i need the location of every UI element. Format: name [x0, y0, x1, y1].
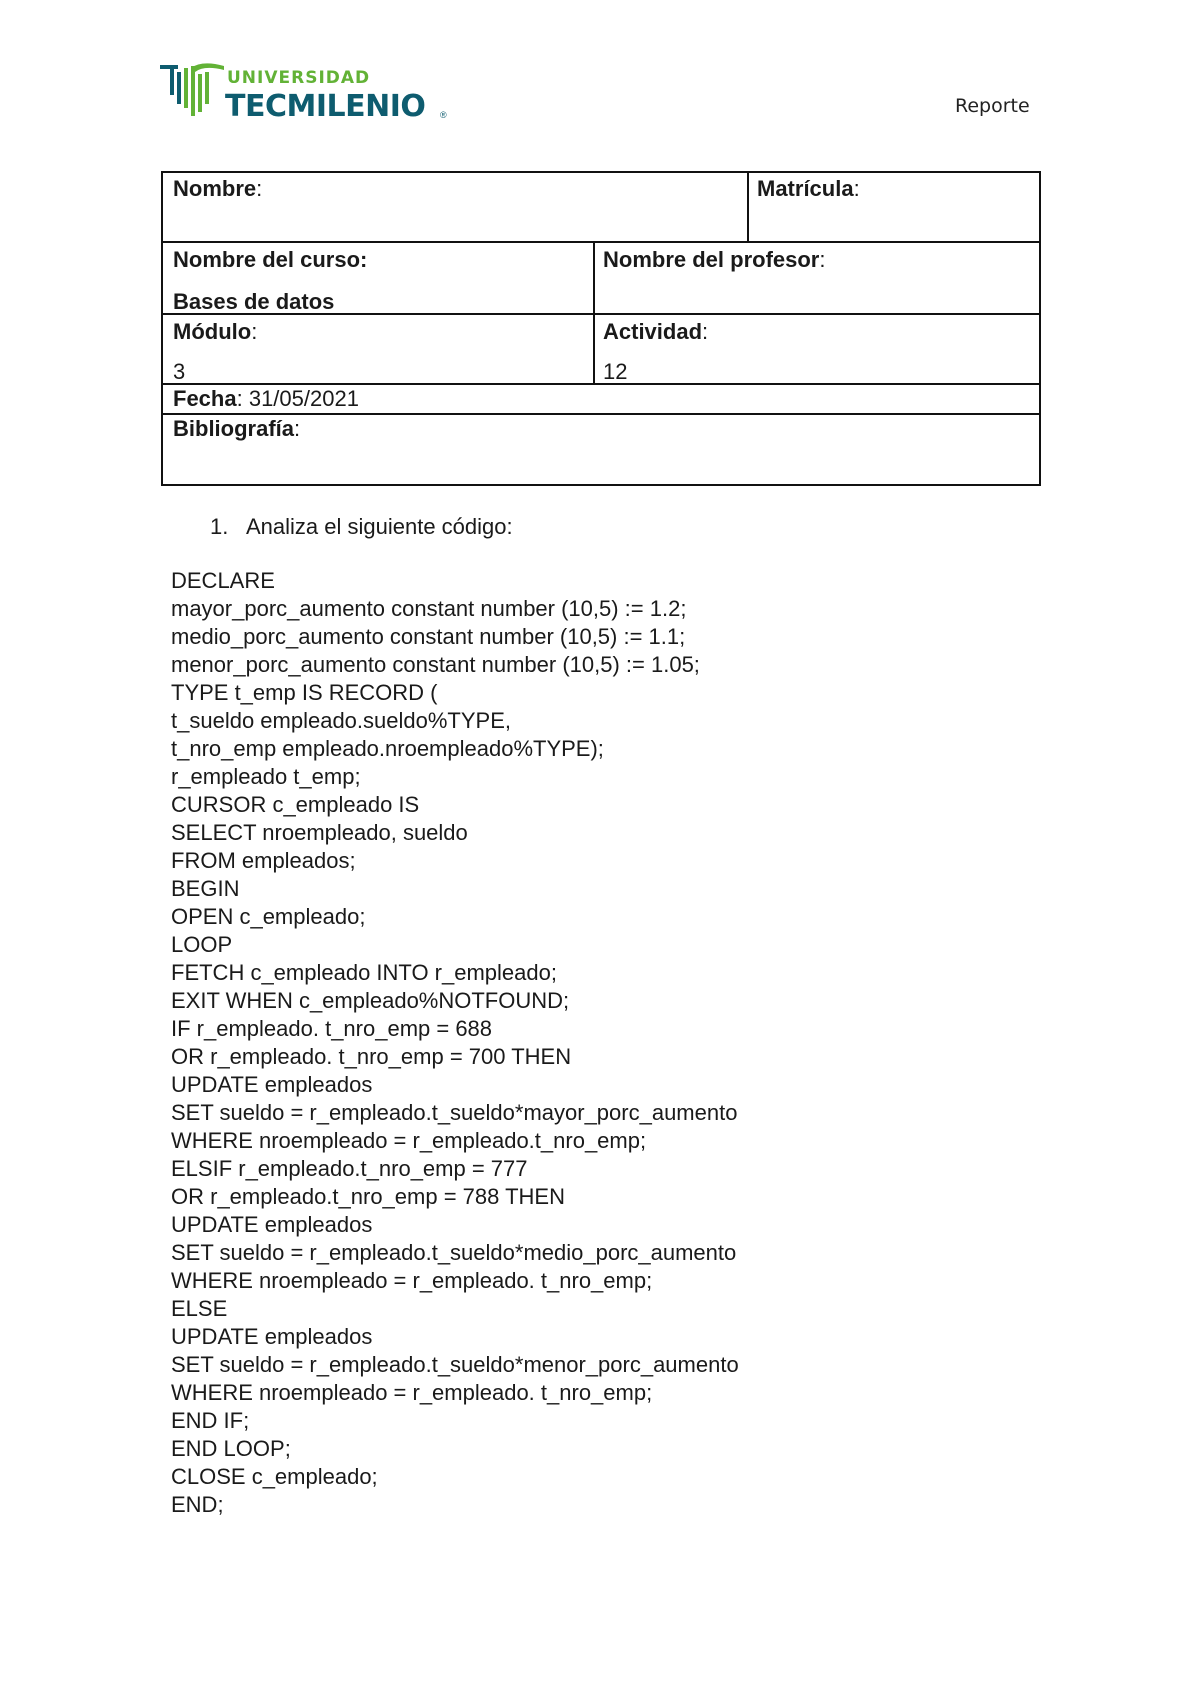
code-line: END LOOP;	[171, 1436, 291, 1461]
fecha-label: Fecha	[173, 386, 237, 411]
code-line: OR r_empleado. t_nro_emp = 700 THEN	[171, 1044, 572, 1069]
code-line: medio_porc_aumento constant number (10,5) := 1.1;	[171, 624, 686, 649]
code-line: FETCH c_empleado INTO r_empleado;	[171, 960, 557, 985]
student-info-table	[161, 171, 1041, 486]
code-line: WHERE nroempleado = r_empleado.t_nro_emp;	[171, 1128, 647, 1153]
code-line: SET sueldo = r_empleado.t_sueldo*mayor_porc_aumento	[171, 1100, 738, 1125]
code-line: LOOP	[171, 932, 233, 957]
nombre-label: Nombre	[173, 176, 257, 201]
table-divider	[163, 413, 1039, 415]
plsql-code-block	[171, 567, 1031, 1519]
code-line: IF r_empleado. t_nro_emp = 688	[171, 1016, 493, 1041]
label-colon: :	[236, 386, 249, 411]
nombre-field	[173, 176, 262, 202]
code-line: END;	[171, 1492, 224, 1517]
question-item	[210, 514, 513, 540]
curso-value: Bases de datos	[173, 289, 335, 314]
code-line: t_sueldo empleado.sueldo%TYPE,	[171, 708, 511, 733]
code-line: WHERE nroempleado = r_empleado. t_nro_emp;	[171, 1268, 653, 1293]
code-line: FROM empleados;	[171, 848, 356, 873]
code-line: DECLARE	[171, 568, 275, 593]
code-line: t_nro_emp empleado.nroempleado%TYPE);	[171, 736, 604, 761]
code-line: ELSIF r_empleado.t_nro_emp = 777	[171, 1156, 528, 1181]
actividad-label: Actividad	[603, 319, 703, 344]
label-colon: :	[853, 176, 860, 201]
tecmilenio-emblem-icon	[160, 62, 226, 124]
code-line: TYPE t_emp IS RECORD (	[171, 680, 438, 705]
table-divider	[747, 173, 749, 241]
fecha-field	[173, 386, 359, 412]
code-line: BEGIN	[171, 876, 240, 901]
code-line: SET sueldo = r_empleado.t_sueldo*medio_porc_aumento	[171, 1240, 737, 1265]
code-line: CURSOR c_empleado IS	[171, 792, 420, 817]
matricula-field	[757, 176, 860, 202]
code-line: ELSE	[171, 1296, 228, 1321]
matricula-label: Matrícula	[757, 176, 854, 201]
code-line: EXIT WHEN c_empleado%NOTFOUND;	[171, 988, 570, 1013]
logo-registered-mark: ®	[440, 110, 447, 120]
profesor-label: Nombre del profesor	[603, 247, 820, 272]
modulo-value: 3	[173, 359, 186, 384]
fecha-value: 31/05/2021	[248, 386, 359, 411]
code-line: UPDATE empleados	[171, 1072, 373, 1097]
question-text: Analiza el siguiente código:	[246, 514, 513, 539]
label-colon: :	[702, 319, 709, 344]
code-line: r_empleado t_emp;	[171, 764, 361, 789]
label-colon: :	[251, 319, 258, 344]
code-line: SELECT nroempleado, sueldo	[171, 820, 468, 845]
code-line: OPEN c_empleado;	[171, 904, 366, 929]
bibliografia-label: Bibliografía	[173, 416, 295, 441]
profesor-field	[603, 247, 826, 273]
code-line: UPDATE empleados	[171, 1324, 373, 1349]
code-line: CLOSE c_empleado;	[171, 1464, 378, 1489]
label-colon: :	[256, 176, 263, 201]
actividad-field	[603, 319, 708, 345]
bibliografia-field	[173, 416, 300, 442]
code-line: UPDATE empleados	[171, 1212, 373, 1237]
table-divider	[163, 383, 1039, 385]
table-divider	[163, 241, 1039, 243]
modulo-label: Módulo	[173, 319, 252, 344]
code-line: menor_porc_aumento constant number (10,5) := 1.05;	[171, 652, 700, 677]
code-line: END IF;	[171, 1408, 250, 1433]
label-colon: :	[294, 416, 301, 441]
code-line: SET sueldo = r_empleado.t_sueldo*menor_porc_aumento	[171, 1352, 739, 1377]
question-number: 1.	[210, 514, 229, 539]
code-line: WHERE nroempleado = r_empleado. t_nro_emp;	[171, 1380, 653, 1405]
logo-institution-name: TECMILENIO	[225, 89, 426, 124]
modulo-field	[173, 319, 257, 345]
curso-field	[173, 247, 367, 273]
logo-university-text: UNIVERSIDAD	[227, 68, 371, 88]
document-type-label: Reporte	[955, 95, 1030, 117]
code-line: OR r_empleado.t_nro_emp = 788 THEN	[171, 1184, 565, 1209]
tecmilenio-logo	[160, 62, 460, 124]
code-line: mayor_porc_aumento constant number (10,5) := 1.2;	[171, 596, 687, 621]
curso-label: Nombre del curso:	[173, 247, 368, 272]
label-colon: :	[819, 247, 826, 272]
actividad-value: 12	[603, 359, 628, 384]
table-divider	[593, 241, 595, 383]
